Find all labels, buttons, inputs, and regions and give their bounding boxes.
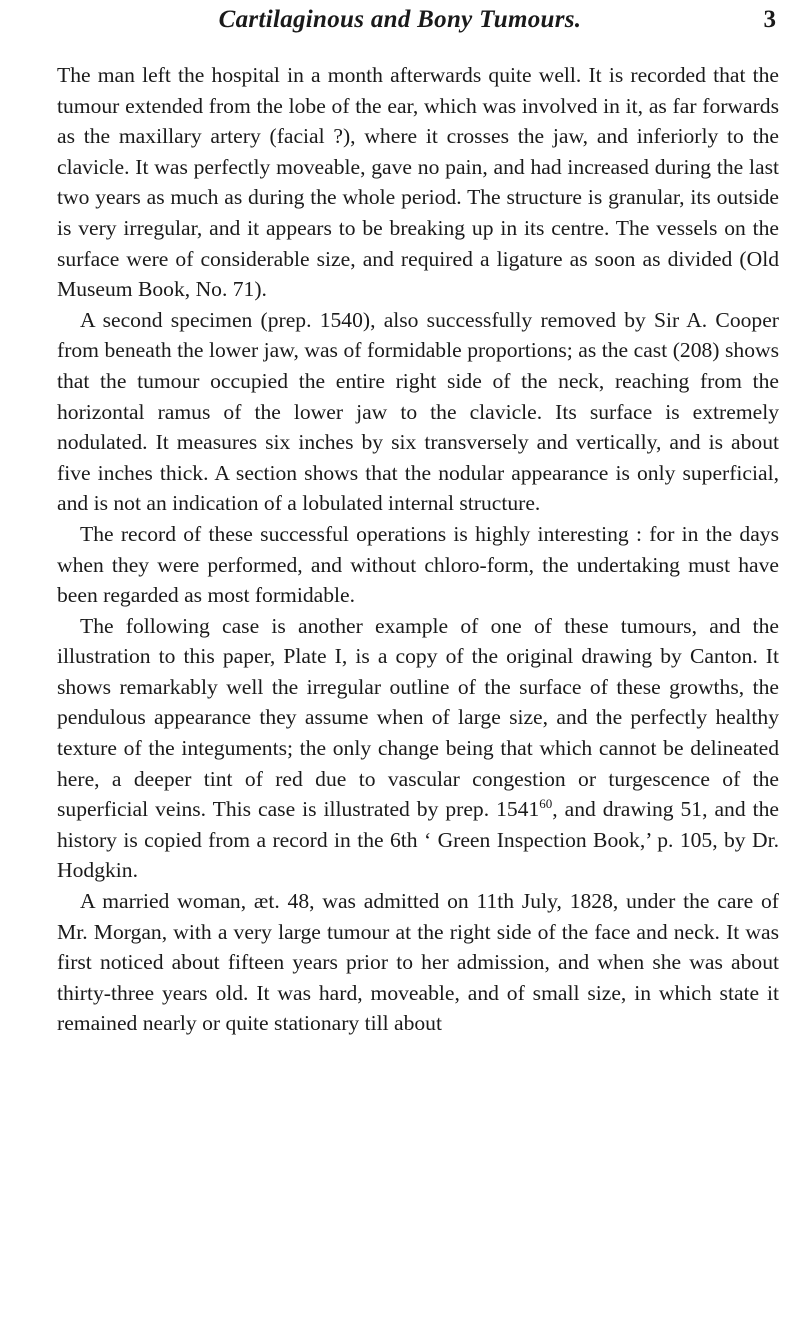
paragraph-3: The record of these successful operations is highly interesting : for in the days when they were performed, and without chloro-form, the undertaking must have been regarded as most formidable. — [57, 521, 779, 608]
paragraph-4-text-b: , and drawing 51, and the history is copied from a record in the 6th ‘ Green Inspection Book,’ p. 105, by Dr. Hodgkin. — [57, 797, 779, 883]
paragraph-4 — [57, 611, 779, 886]
paragraph-1: The man left the hospital in a month afterwards quite well. It is recorded that the tumour extended from the lobe of the ear, which was involved in it, as far forwards as the maxillary artery (facial ?), where it crosses the jaw, and inferiorly to the clavicle. It was perfectly moveable, gave no pain, and had increased during the last two years as much as during the whole period. The structure is granular, its outside is very irregular, and it appears to be breaking up in its centre. The vessels on the surface were of considerable size, and required a ligature as soon as divided (Old Museum Book, No. 71). — [57, 63, 779, 302]
running-head: Cartilaginous and Bony Tumours. — [218, 6, 582, 33]
paragraph-5: A married woman, æt. 48, was admitted on 11th July, 1828, under the care of Mr. Morgan, with a very large tumour at the right side of the face and neck. It was first noticed about fifteen years prior to her admission, and when she was about thirty-three years old. It was hard, moveable, and of small size, in which state it remained nearly or quite stationary till about — [57, 889, 779, 1036]
page-header — [0, 6, 800, 46]
footnote-superscript: 60 — [539, 796, 553, 812]
paragraph-4-text-a: The following case is another example of one of these tumours, and the illustration to this paper, Plate I, is a copy of the original drawing by Canton. It shows remarkably well the irregular outline of the surface of these growths, the pendulous appearance they assume when of large size, and the perfectly healthy texture of the integuments; the only change being that which cannot be delineated here, a deeper tint of red due to vascular congestion or turgescence of the superficial veins. This case is illustrated by prep. 1541 — [57, 613, 779, 822]
paragraph-2: A second specimen (prep. 1540), also successfully removed by Sir A. Cooper from beneath the lower jaw, was of formidable proportions; as the cast (208) shows that the tumour occupied the entire right side of the neck, reaching from the horizontal ramus of the lower jaw to the clavicle. Its surface is extremely nodulated. It measures six inches by six transversely and vertically, and is about five inches thick. A section shows that the nodular appearance is only superficial, and is not an indication of a lobulated internal structure. — [57, 307, 779, 516]
page-number: 3 — [763, 6, 776, 33]
body-text — [57, 60, 779, 1039]
